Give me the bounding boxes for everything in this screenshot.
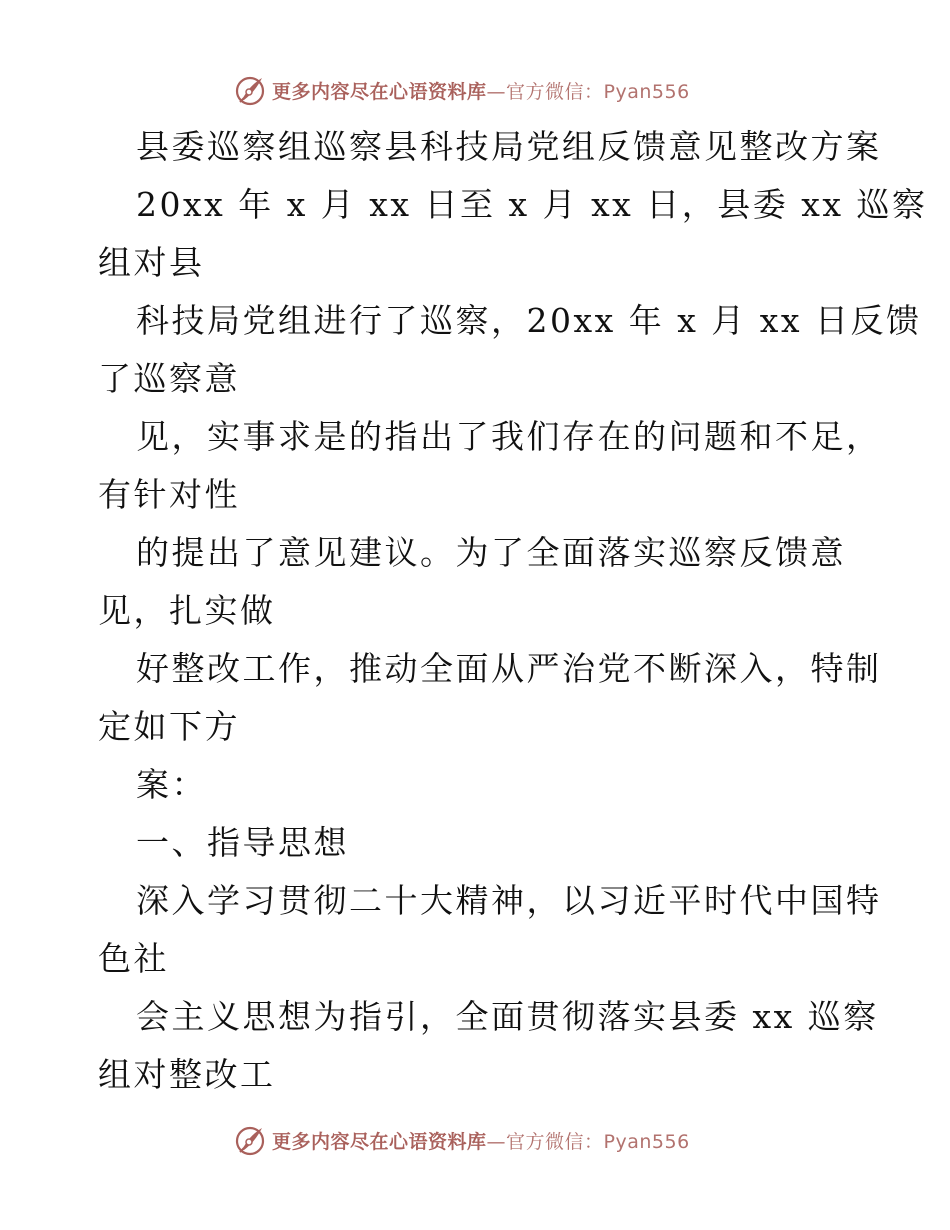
- quill-logo-icon: [234, 1124, 266, 1156]
- header-banner-sep: —: [486, 80, 507, 103]
- header-banner-main: 更多内容尽在心语资料库: [272, 80, 487, 103]
- header-banner-contact: 官方微信：Pyan556: [506, 80, 690, 103]
- text-line: 有针对性: [98, 475, 240, 514]
- footer-banner-sep: —: [486, 1130, 507, 1153]
- text-line: 案：: [136, 765, 207, 804]
- text-line: 见，实事求是的指出了我们存在的问题和不足，: [136, 417, 882, 456]
- text-line: 的提出了意见建议。为了全面落实巡察反馈意: [136, 533, 846, 572]
- header-banner: [234, 72, 734, 108]
- footer-banner-text: [272, 1127, 690, 1154]
- text-line: 20xx 年 x 月 xx 日至 x 月 xx 日，县委 xx 巡察: [136, 185, 928, 224]
- footer-banner-contact: 官方微信：Pyan556: [506, 1130, 690, 1153]
- footer-banner-main: 更多内容尽在心语资料库: [272, 1130, 487, 1153]
- text-line: 一、指导思想: [136, 823, 349, 862]
- text-line: 组对整改工: [98, 1055, 276, 1094]
- text-line: 科技局党组进行了巡察，20xx 年 x 月 xx 日反馈: [136, 301, 922, 340]
- text-line: 好整改工作，推动全面从严治党不断深入，特制: [136, 649, 882, 688]
- footer-banner: [234, 1122, 734, 1158]
- text-line: 色社: [98, 939, 169, 978]
- text-line: 定如下方: [98, 707, 240, 746]
- document-body: [98, 118, 928, 1104]
- text-line: 组对县: [98, 243, 205, 282]
- text-line: 了巡察意: [98, 359, 240, 398]
- text-line: 县委巡察组巡察县科技局党组反馈意见整改方案: [136, 127, 882, 166]
- text-line: 会主义思想为指引，全面贯彻落实县委 xx 巡察: [136, 997, 879, 1036]
- text-line: 深入学习贯彻二十大精神，以习近平时代中国特: [136, 881, 882, 920]
- text-line: 见，扎实做: [98, 591, 276, 630]
- quill-logo-icon: [234, 74, 266, 106]
- header-banner-text: [272, 77, 690, 104]
